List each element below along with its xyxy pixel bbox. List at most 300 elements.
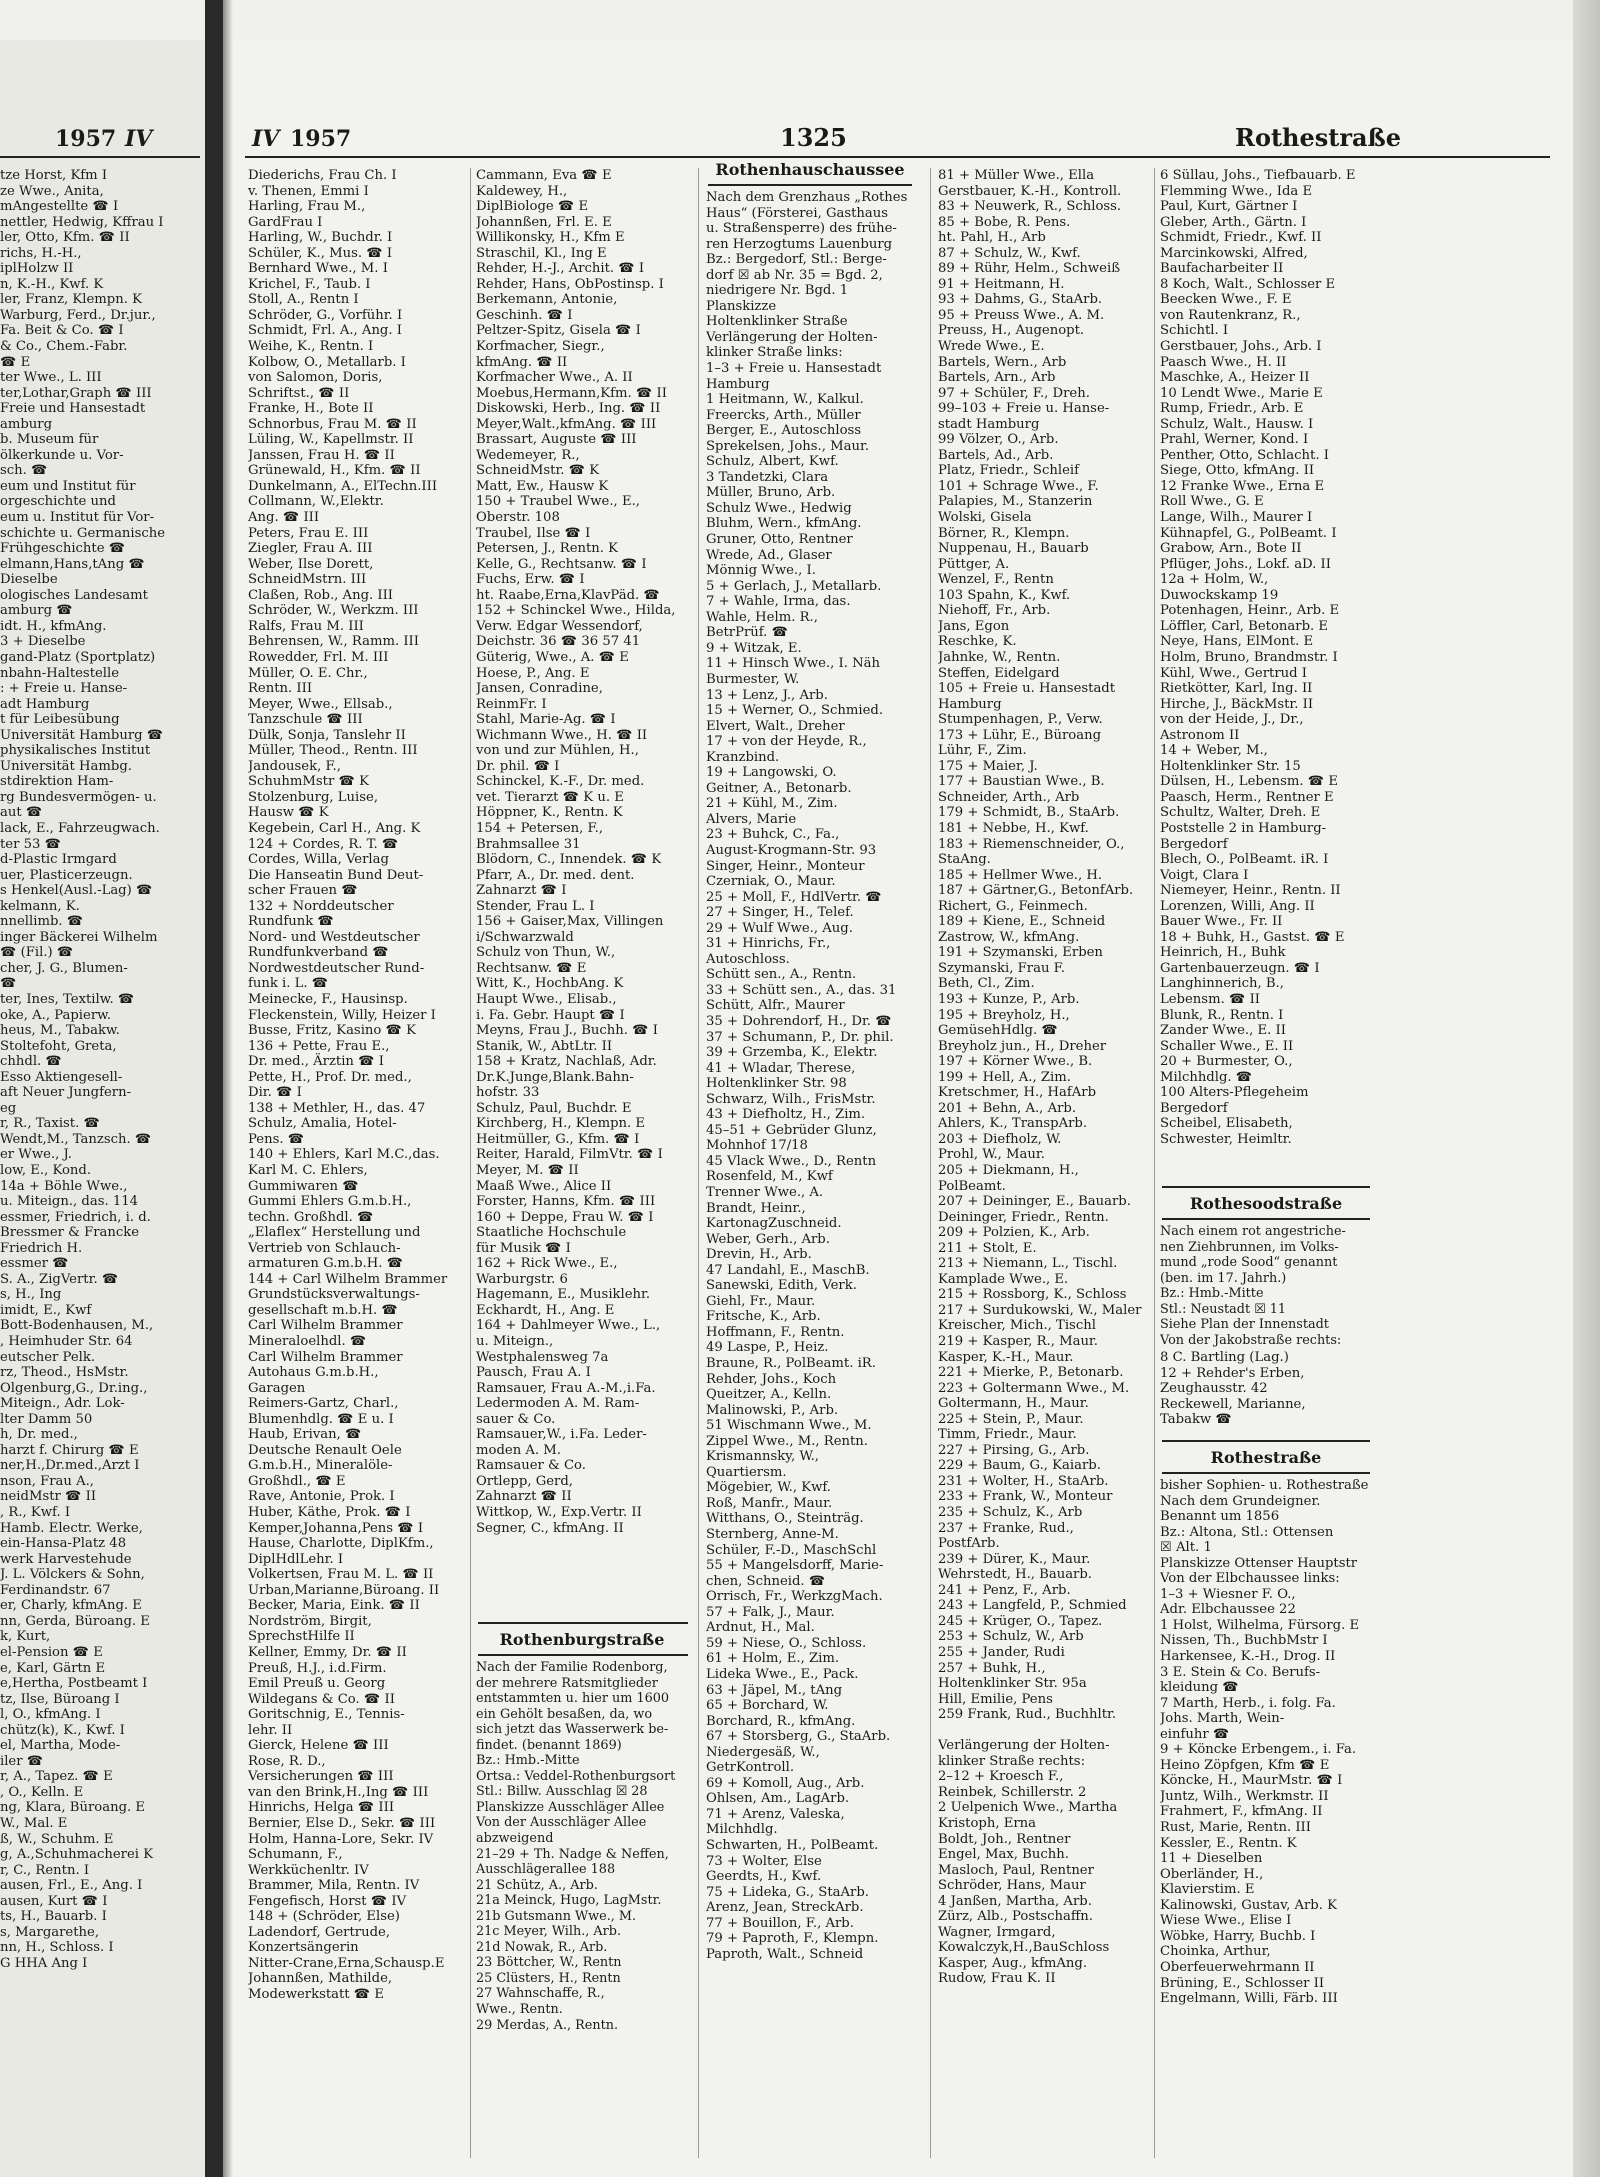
directory-entry-line: Oberländer, H., <box>1160 1866 1264 1882</box>
directory-entry-line: Holtenklinker Str. 95a <box>938 1676 1087 1692</box>
directory-entry-line: Carl Wilhelm Brammer <box>248 1318 403 1334</box>
directory-entry-line: 77 + Bouillon, F., Arb. <box>706 1915 854 1931</box>
directory-entry-line: Zürz, Alb., Postschaffn. <box>938 1909 1093 1925</box>
directory-entry-line: nn, H., Schloss. I <box>0 1940 114 1956</box>
directory-entry-line: Börner, R., Klempn. <box>938 525 1070 541</box>
directory-entry-line: 12a + Holm, W., <box>1160 572 1269 588</box>
column-separator <box>1154 168 1155 2158</box>
directory-entry-line: i/Schwarzwald <box>476 929 574 945</box>
directory-entry-line: Wildegans & Co. ☎ II <box>248 1691 395 1707</box>
directory-entry-line: chen, Schneid. ☎ <box>706 1573 826 1589</box>
directory-entry-line: ze Wwe., Anita, <box>0 183 104 199</box>
directory-entry-line: Güterig, Wwe., A. ☎ E <box>476 649 629 665</box>
directory-entry-line: Kelle, G., Rechtsanw. ☎ I <box>476 556 647 572</box>
directory-entry-line: Witt, K., HochbAng. K <box>476 976 624 992</box>
directory-entry-line: Reckewell, Marianne, <box>1160 1396 1306 1412</box>
directory-entry-line: Ziegler, Frau A. III <box>248 541 373 557</box>
directory-entry-line: t für Leibesübung <box>0 712 120 728</box>
directory-entry-line: Wenzel, F., Rentn <box>938 572 1054 588</box>
directory-entry-line: Lüling, W., Kapellmstr. II <box>248 432 414 448</box>
directory-entry-line: Preuß, H.J., i.d.Firm. <box>248 1660 387 1676</box>
directory-entry-line: Ausschlägerallee 188 <box>476 1862 616 1878</box>
directory-entry-line: 13 + Lenz, J., Arb. <box>706 687 828 703</box>
directory-entry-line: 37 + Schumann, P., Dr. phil. <box>706 1029 894 1045</box>
directory-entry-line: Geitner, A., Betonarb. <box>706 780 852 796</box>
directory-entry-line: Reinbek, Schillerstr. 2 <box>938 1784 1087 1800</box>
directory-entry-line: essmer, Friedrich, i. d. <box>0 1209 151 1225</box>
directory-entry-line: Meyns, Frau J., Buchh. ☎ I <box>476 1023 659 1039</box>
directory-entry-line: gesellschaft m.b.H. ☎ <box>248 1302 398 1318</box>
directory-entry-line: Kolbow, O., Metallarb. I <box>248 354 406 370</box>
directory-entry-line: Penther, Otto, Schlacht. I <box>1160 447 1329 463</box>
directory-entry-line: Hinrichs, Helga ☎ III <box>248 1800 395 1816</box>
directory-entry-line: Bartels, Ad., Arb. <box>938 447 1054 463</box>
directory-entry-line: Engelmann, Willi, Färb. III <box>1160 1991 1338 2007</box>
directory-entry-line: Cammann, Eva ☎ E <box>476 168 612 183</box>
directory-entry-line: Schneider, Arth., Arb <box>938 789 1080 805</box>
directory-entry-line: Brassart, Auguste ☎ III <box>476 432 637 448</box>
directory-entry-line: Cordes, Willa, Verlag <box>248 852 389 868</box>
directory-entry-line: Versicherungen ☎ III <box>248 1769 394 1785</box>
directory-entry-line: 11 + Hinsch Wwe., I. Näh <box>706 656 880 672</box>
directory-entry-line: Witthans, O., Steinträg. <box>706 1511 864 1527</box>
directory-entry-line: Ramsauer, Frau A.-M.,i.Fa. <box>476 1380 656 1396</box>
directory-entry-line: 81 + Müller Wwe., Ella <box>938 168 1095 183</box>
directory-entry-line: Kalinowski, Gustav, Arb. K <box>1160 1897 1337 1913</box>
directory-entry-line: ter 53 ☎ <box>0 836 61 852</box>
directory-entry-line: Niedergesäß, W., <box>706 1744 820 1760</box>
directory-entry-line: Nach dem Grundeigner. <box>1160 1493 1321 1509</box>
directory-entry-line: 63 + Jäpel, M., tAng <box>706 1682 843 1698</box>
directory-entry-line: Lideka Wwe., E., Pack. <box>706 1666 859 1682</box>
directory-entry-line: Fritsche, K., Arb. <box>706 1309 821 1325</box>
directory-entry-line: Juntz, Wilh., Werkmstr. II <box>1160 1788 1329 1804</box>
directory-entry-line: ologisches Landesamt <box>0 587 148 603</box>
directory-entry-line: 209 + Polzien, K., Arb. <box>938 1225 1090 1241</box>
directory-entry-line: 181 + Nebbe, H., Kwf. <box>938 820 1089 836</box>
directory-entry-line: 136 + Pette, Frau E., <box>248 1038 390 1054</box>
directory-entry-line: Miteign., Adr. Lok- <box>0 1396 125 1412</box>
directory-entry-line: Gierck, Helene ☎ III <box>248 1738 389 1754</box>
directory-entry-line: Holtenklinker Straße <box>706 314 848 330</box>
directory-entry-line: Sternberg, Anne-M. <box>706 1527 839 1543</box>
directory-entry-line: Haupt Wwe., Elisab., <box>476 991 617 1007</box>
directory-entry-line: Kowalczyk,H.,BauSchloss <box>938 1940 1110 1956</box>
directory-entry-line: 255 + Jander, Rudi <box>938 1644 1065 1660</box>
directory-entry-line: Modewerkstatt ☎ E <box>248 1986 385 2002</box>
directory-entry-line: 233 + Frank, W., Monteur <box>938 1489 1113 1505</box>
directory-entry-line: Maschke, A., Heizer II <box>1160 370 1310 386</box>
directory-entry-line: Staatliche Hochschule <box>476 1225 627 1241</box>
directory-entry-line: Die Hanseatin Bund Deut- <box>248 867 424 883</box>
directory-entry-line: Emil Preuß u. Georg <box>248 1676 386 1692</box>
directory-entry-line: neidMstr ☎ II <box>0 1489 97 1505</box>
directory-entry-line: Frahmert, F., kfmAng. II <box>1160 1804 1323 1820</box>
directory-entry-line: Roß, Manfr., Maur. <box>706 1495 833 1511</box>
directory-entry-line: Diederichs, Frau Ch. I <box>248 168 397 183</box>
directory-entry-line: Rietkötter, Karl, Ing. II <box>1160 681 1313 697</box>
directory-entry-line: chhdl. ☎ <box>0 1054 62 1070</box>
directory-entry-line: Franke, H., Bote II <box>248 401 374 417</box>
directory-entry-line: Schnorbus, Frau M. ☎ II <box>248 416 417 432</box>
directory-entry-line: Schulz, Amalia, Hotel- <box>248 1116 397 1132</box>
directory-entry-line: ng, Klara, Büroang. E <box>0 1800 146 1816</box>
directory-entry-line: 85 + Bobe, R. Pens. <box>938 214 1071 230</box>
directory-entry-line: 99–103 + Freie u. Hanse- <box>938 401 1110 417</box>
directory-entry-line: Ang. ☎ III <box>248 510 320 526</box>
directory-entry-line: Masloch, Paul, Rentner <box>938 1862 1094 1878</box>
directory-entry-line: h, Dr. med., <box>0 1427 78 1443</box>
directory-entry-line: 20 + Burmester, O., <box>1160 1054 1293 1070</box>
directory-entry-line: Mögebier, W., Kwf. <box>706 1480 831 1496</box>
directory-entry-line: Nach der Familie Rodenborg, <box>476 1660 668 1675</box>
directory-entry-line: Fa. Beit & Co. ☎ I <box>0 323 124 339</box>
directory-entry-line: stdirektion Ham- <box>0 774 114 790</box>
directory-entry-line: Schröder, W., Werkzm. III <box>248 603 419 619</box>
directory-entry-line: 8 C. Bartling (Lag.) <box>1160 1350 1289 1365</box>
directory-entry-line: Freie und Hansestadt <box>0 401 146 417</box>
directory-entry-line: 35 + Dohrendorf, H., Dr. ☎ <box>706 1013 892 1029</box>
directory-entry-line: 8 Koch, Walt., Schlosser E <box>1160 276 1336 292</box>
directory-entry-line: 101 + Schrage Wwe., F. <box>938 478 1099 494</box>
directory-entry-line: Autoschloss. <box>706 951 790 967</box>
directory-entry-line: entstammten u. hier um 1600 <box>476 1691 670 1707</box>
directory-entry-line: 21 + Kühl, M., Zim. <box>706 796 838 812</box>
directory-entry-line: ß, W., Schuhm. E <box>0 1831 114 1847</box>
directory-entry-line: ☎ (Fil.) ☎ <box>0 945 74 961</box>
directory-entry-line: el-Pension ☎ E <box>0 1644 103 1660</box>
directory-entry-line: Elvert, Walt., Dreher <box>706 718 845 734</box>
directory-entry-line: ein-Hansa-Platz 48 <box>0 1536 127 1552</box>
directory-entry-line: Pens. ☎ <box>248 1131 305 1147</box>
directory-entry-line: Oberstr. 108 <box>476 510 560 526</box>
directory-entry-line: 1 Heitmann, W., Kalkul. <box>706 392 864 408</box>
directory-entry-line: Wagner, Irmgard, <box>938 1924 1056 1940</box>
directory-entry-line: Busse, Fritz, Kasino ☎ K <box>248 1023 417 1039</box>
directory-entry-line: Palapies, M., Stanzerin <box>938 494 1093 510</box>
directory-entry-line: sich jetzt das Wasserwerk be- <box>476 1722 669 1738</box>
directory-entry-line: SchneidMstrn. III <box>248 572 367 588</box>
directory-entry-line: Nitter-Crane,Erna,Schausp.E <box>248 1955 445 1971</box>
directory-entry-line: 257 + Buhk, H., <box>938 1660 1046 1676</box>
directory-entry-line: Kamplade Wwe., E. <box>938 1271 1069 1287</box>
directory-entry-line: Heinrich, H., Buhk <box>1160 945 1286 961</box>
directory-entry-line: tze Horst, Kfm I <box>0 168 108 183</box>
directory-entry-line: tz, Ilse, Büroang I <box>0 1691 120 1707</box>
directory-entry-line: Drevin, H., Arb. <box>706 1247 812 1263</box>
directory-entry-line: v. Thenen, Emmi I <box>248 183 369 199</box>
directory-entry-line: rz, Theod., HsMstr. <box>0 1365 129 1381</box>
directory-entry-line: 3 E. Stein & Co. Berufs- <box>1160 1664 1321 1680</box>
directory-entry-line: 51 Wischmann Wwe., M. <box>706 1418 872 1434</box>
directory-entry-line: DiplBiologe ☎ E <box>476 199 589 215</box>
directory-entry-line: idt. H., kfmAng. <box>0 618 107 634</box>
rothestrasse-section <box>1160 1478 1372 2007</box>
directory-entry-line: Willikonsky, H., Kfm E <box>476 230 625 246</box>
directory-entry-line: BetrPrüf. ☎ <box>706 625 788 641</box>
directory-entry-line: Reiter, Harald, FilmVtr. ☎ I <box>476 1147 663 1163</box>
directory-entry-line: Reimers-Gartz, Charl., <box>248 1396 399 1412</box>
directory-entry-line: 2 Uelpenich Wwe., Martha <box>938 1800 1118 1816</box>
directory-entry-line: Verw. Edgar Wessendorf, <box>476 618 643 634</box>
directory-entry-line: Rowedder, Frl. M. III <box>248 649 389 665</box>
directory-entry-line: PolBeamt. <box>938 1178 1006 1194</box>
directory-entry-line: 71 + Arenz, Valeska, <box>706 1806 845 1822</box>
directory-entry-line: ter, Ines, Textilw. ☎ <box>0 991 135 1007</box>
directory-entry-line: gand-Platz (Sportplatz) <box>0 649 156 665</box>
directory-entry-line: Deutsche Renault Oele <box>248 1442 402 1458</box>
directory-entry-line: : + Freie u. Hanse- <box>0 681 128 697</box>
directory-entry-line: Harkensee, K.-H., Drog. II <box>1160 1649 1336 1665</box>
directory-entry-line: Kühl, Wwe., Gertrud I <box>1160 665 1307 681</box>
directory-entry-line: Hoffmann, F., Rentn. <box>706 1324 845 1340</box>
directory-entry-line: Poststelle 2 in Hamburg- <box>1160 820 1327 836</box>
directory-entry-line: Goritschnig, E., Tennis- <box>248 1707 405 1723</box>
rothenburgstrasse-section <box>476 1660 688 2033</box>
directory-entry-line: Wendt,M., Tanzsch. ☎ <box>0 1131 152 1147</box>
column-separator <box>470 168 471 2158</box>
directory-entry-line: 225 + Stein, P., Maur. <box>938 1411 1084 1427</box>
directory-entry-line: Giehl, Fr., Maur. <box>706 1293 816 1309</box>
directory-entry-line: Bernier, Else D., Sekr. ☎ III <box>248 1815 436 1831</box>
directory-entry-line: Olgenburg,G., Dr.ing., <box>0 1380 148 1396</box>
directory-entry-line: 148 + (Schröder, Else) <box>248 1909 400 1925</box>
directory-entry-line: Weihe, K., Rentn. I <box>248 339 374 355</box>
directory-entry-line: 197 + Körner Wwe., B. <box>938 1054 1093 1070</box>
directory-entry-line: funk i. L. ☎ <box>248 976 329 992</box>
directory-entry-line: Preuss, H., Augenopt. <box>938 323 1085 339</box>
directory-entry-line: 67 + Storsberg, G., StaArb. <box>706 1729 891 1745</box>
directory-entry-line: Astronom II <box>1160 727 1240 743</box>
directory-entry-line: Schröder, Hans, Maur <box>938 1878 1086 1894</box>
directory-entry-line: Gleber, Arth., Gärtn. I <box>1160 214 1307 230</box>
directory-entry-line: 183 + Riemenschneider, O., <box>938 836 1125 852</box>
directory-entry-line: J. L. Völckers & Sohn, <box>0 1567 145 1583</box>
directory-entry-line: Westphalensweg 7a <box>476 1349 609 1365</box>
directory-entry-line: Holtenklinker Str. 15 <box>1160 758 1301 774</box>
directory-entry-line: 229 + Baum, G., Kaiarb. <box>938 1458 1101 1474</box>
directory-entry-line: Haub, Erivan, ☎ <box>248 1427 362 1443</box>
rothesoodstrasse-entries <box>1160 1350 1372 1428</box>
directory-entry-line: Brahmsallee 31 <box>476 836 581 852</box>
directory-entry-line: 140 + Ehlers, Karl M.C.,das. <box>248 1147 440 1163</box>
page-edge <box>1573 0 1600 2177</box>
directory-entry-line: 12 + Rehder's Erben, <box>1160 1365 1305 1381</box>
directory-entry-line: Lebensm. ☎ II <box>1160 991 1260 1007</box>
directory-entry-line: Urban,Marianne,Büroang. II <box>248 1582 440 1598</box>
directory-entry-line: Volkertsen, Frau M. L. ☎ II <box>248 1567 434 1583</box>
directory-entry-line: Geschinh. ☎ I <box>476 307 573 323</box>
directory-entry-line: Haus“ (Försterei, Gasthaus <box>706 205 889 221</box>
directory-entry-line: Universität Hamburg ☎ <box>0 727 164 743</box>
directory-entry-line: 29 + Wulf Wwe., Aug. <box>706 920 853 936</box>
directory-entry-line: Paproth, Walt., Schneid <box>706 1946 864 1962</box>
directory-entry-line: Paul, Kurt, Gärtner I <box>1160 199 1298 215</box>
directory-entry-line: Niemeyer, Heinr., Rentn. II <box>1160 883 1341 899</box>
directory-entry-line: Harling, Frau M., <box>248 199 366 215</box>
directory-entry-line: 241 + Penz, F., Arb. <box>938 1582 1071 1598</box>
street-section-rule <box>1162 1218 1370 1220</box>
directory-entry-line: 235 + Schulz, K., Arb <box>938 1505 1083 1521</box>
directory-entry-line: aft Neuer Jungfern- <box>0 1085 132 1101</box>
directory-entry-line: Geerdts, H., Kwf. <box>706 1869 822 1885</box>
directory-entry-line: Bz.: Hmb.-Mitte <box>476 1753 580 1769</box>
directory-entry-line: , O., Kelln. E <box>0 1784 84 1800</box>
directory-entry-line: , R., Kwf. I <box>0 1505 71 1521</box>
directory-entry-line: Püttger, A. <box>938 556 1010 572</box>
directory-entry-line: Pfarr, A., Dr. med. dent. <box>476 867 635 883</box>
directory-entry-line: Klavierstim. E <box>1160 1882 1255 1898</box>
directory-entry-line: Werkküchenltr. IV <box>248 1862 369 1878</box>
directory-entry-line: Lange, Wilh., Maurer I <box>1160 510 1313 526</box>
directory-entry-line: Konzertsängerin <box>248 1940 359 1956</box>
directory-entry-line: 103 Spahn, K., Kwf. <box>938 587 1071 603</box>
directory-entry-line: 5 + Gerlach, J., Metallarb. <box>706 578 882 594</box>
directory-entry-line: Kessler, E., Rentn. K <box>1160 1835 1297 1851</box>
directory-entry-line: Straschil, Kl., Ing E <box>476 245 607 261</box>
directory-entry-line: Schinckel, K.-F., Dr. med. <box>476 774 645 790</box>
directory-entry-line: Roll Wwe., G. E <box>1160 494 1264 510</box>
directory-entry-line: 177 + Baustian Wwe., B. <box>938 774 1105 790</box>
directory-entry-line: r, R., Taxist. ☎ <box>0 1116 100 1132</box>
directory-entry-line: Rundfunk ☎ <box>248 914 334 930</box>
directory-entry-line: armaturen G.m.b.H. ☎ <box>248 1256 404 1272</box>
directory-entry-line: DiplHdlLehr. I <box>248 1551 344 1567</box>
directory-entry-line: Fengefisch, Horst ☎ IV <box>248 1893 407 1909</box>
directory-entry-line: Hill, Emilie, Pens <box>938 1691 1053 1707</box>
directory-entry-line: Planskizze Ottenser Hauptstr <box>1160 1555 1358 1571</box>
directory-entry-line: Kühnapfel, G., PolBeamt. I <box>1160 525 1337 541</box>
directory-entry-line: 7 Marth, Herb., i. folg. Fa. <box>1160 1695 1336 1711</box>
directory-entry-line: Ferdinandstr. 67 <box>0 1582 111 1598</box>
directory-entry-line: lehr. II <box>248 1722 293 1738</box>
directory-entry-line: Schütt, Alfr., Maurer <box>706 998 845 1014</box>
directory-entry-line: Ardnut, H., Mal. <box>706 1620 815 1636</box>
directory-entry-line: Bressmer & Francke <box>0 1225 140 1241</box>
directory-entry-line: eum u. Institut für Vor- <box>0 510 155 526</box>
directory-entry-line: Meinecke, F., Hausinsp. <box>248 991 408 1007</box>
directory-entry-line: scher Frauen ☎ <box>248 883 358 899</box>
directory-entry-line: Schulz, Walt., Hausw. I <box>1160 416 1314 432</box>
directory-entry-line: amburg <box>0 416 53 432</box>
right-page-volume: IV <box>252 126 280 152</box>
directory-entry-line: sch. ☎ <box>0 463 48 479</box>
directory-entry-line: low, E., Kond. <box>0 1163 92 1178</box>
directory-entry-line: 75 + Lideka, G., StaArb. <box>706 1884 869 1900</box>
directory-entry-line: Planskizze <box>706 298 777 314</box>
directory-entry-line: Rudow, Frau K. II <box>938 1971 1056 1987</box>
directory-entry-line: 9 + Witzak, E. <box>706 640 802 656</box>
directory-entry-line: 3 + Dieselbe <box>0 634 86 650</box>
directory-entry-line: physikalisches Institut <box>0 743 151 759</box>
directory-entry-line: Potenhagen, Heinr., Arb. E <box>1160 603 1340 619</box>
directory-entry-line: Flemming Wwe., Ida E <box>1160 183 1313 199</box>
directory-entry-line: Baufacharbeiter II <box>1160 261 1284 277</box>
street-section-rule <box>478 1654 688 1656</box>
directory-entry-line: Krichel, F., Taub. I <box>248 276 371 292</box>
book-gutter <box>205 0 223 2177</box>
directory-entry-line: Niehoff, Fr., Arb. <box>938 603 1051 619</box>
directory-entry-line: Richert, G., Feinmech. <box>938 898 1088 914</box>
directory-entry-line: aut ☎ <box>0 805 43 821</box>
directory-entry-line: u. Miteign., <box>476 1334 554 1350</box>
directory-entry-line: Ahlers, K., TranspArb. <box>938 1116 1088 1132</box>
directory-entry-line: Kreischer, Mich., Tischl <box>938 1318 1096 1334</box>
directory-entry-line: nn, Gerda, Büroang. E <box>0 1613 150 1629</box>
directory-entry-line: SchneidMstr. ☎ K <box>476 463 600 479</box>
directory-entry-line: Sanewski, Edith, Verk. <box>706 1278 857 1294</box>
directory-entry-line: & Co., Chem.-Fabr. <box>0 339 128 355</box>
directory-entry-line: 31 + Hinrichs, Fr., <box>706 936 831 952</box>
directory-entry-line: 105 + Freie u. Hansestadt <box>938 681 1116 697</box>
directory-entry-line: Stender, Frau L. I <box>476 898 595 914</box>
directory-entry-line: Zeughausstr. 42 <box>1160 1381 1268 1397</box>
directory-entry-line: klinker Straße rechts: <box>938 1753 1086 1769</box>
directory-entry-line: 144 + Carl Wilhelm Brammer <box>248 1271 448 1287</box>
directory-entry-line: 95 + Preuss Wwe., A. M. <box>938 307 1105 323</box>
directory-entry-line: 199 + Hell, A., Zim. <box>938 1069 1071 1085</box>
directory-entry-line: ren Herzogtums Lauenburg <box>706 236 893 252</box>
directory-entry-line: Kasper, Aug., kfmAng. <box>938 1955 1088 1971</box>
directory-entry-line: Kasper, K.-H., Maur. <box>938 1349 1074 1365</box>
directory-entry-line: 21a Meinck, Hugo, LagMstr. <box>476 1893 662 1909</box>
directory-entry-line: Stolzenburg, Luise, <box>248 789 379 805</box>
directory-entry-line: Mineraloelhdl. ☎ <box>248 1334 367 1350</box>
directory-entry-line: kelmann, K. <box>0 898 80 914</box>
directory-entry-line: Grünewald, H., Kfm. ☎ II <box>248 463 421 479</box>
directory-entry-line: August-Krogmann-Str. 93 <box>706 842 877 858</box>
column-separator <box>930 168 931 2158</box>
directory-entry-line: Prohl, W., Maur. <box>938 1147 1045 1163</box>
directory-entry-line: 27 Wahnschaffe, R., <box>476 1986 605 2002</box>
right-page-year: 1957 <box>290 126 352 152</box>
directory-entry-line: 7 + Wahle, Irma, das. <box>706 594 851 610</box>
directory-entry-line: r, C., Rentn. I <box>0 1862 90 1878</box>
directory-entry-line: orgeschichte und <box>0 494 116 510</box>
directory-entry-line: Marcinkowski, Alfred, <box>1160 245 1308 261</box>
directory-entry-line: 175 + Maier, J. <box>938 758 1038 774</box>
directory-entry-line: Segner, C., kfmAng. II <box>476 1520 624 1536</box>
street-heading-rothenhauschaussee: Rothenhauschaussee <box>715 160 905 179</box>
directory-entry-line: Rehder, Hans, ObPostinsp. I <box>476 276 664 292</box>
directory-entry-line: Huber, Käthe, Prok. ☎ I <box>248 1505 411 1521</box>
street-section-rule <box>478 1622 688 1624</box>
directory-entry-line: Stoltefoht, Greta, <box>0 1038 117 1054</box>
running-title: Rothestraße <box>1235 123 1402 152</box>
directory-entry-line: Schwarten, H., PolBeamt. <box>706 1837 879 1853</box>
directory-entry-line: ReinmFr. I <box>476 696 547 712</box>
directory-entry-line: 15 + Werner, O., Schmied. <box>706 703 884 719</box>
directory-entry-line: GetrKontroll. <box>706 1760 795 1776</box>
directory-entry-line: Karl M. C. Ehlers, <box>248 1163 368 1178</box>
directory-entry-line: Schaller Wwe., E. II <box>1160 1038 1294 1054</box>
directory-entry-line: ner,H.,Dr.med.,Arzt I <box>0 1458 140 1474</box>
directory-entry-line: Löffler, Carl, Betonarb. E <box>1160 618 1329 634</box>
directory-entry-line: kfmAng. ☎ II <box>476 354 568 370</box>
directory-entry-line: Lühr, F., Zim. <box>938 743 1027 759</box>
directory-entry-line: Schröder, G., Vorführ. I <box>248 307 403 323</box>
directory-entry-line: 160 + Deppe, Frau W. ☎ I <box>476 1209 654 1225</box>
directory-entry-line: Deininger, Friedr., Rentn. <box>938 1209 1109 1225</box>
directory-entry-line: 217 + Surdukowski, W., Maler <box>938 1302 1142 1318</box>
directory-entry-line: für Musik ☎ I <box>476 1240 571 1256</box>
directory-entry-line: Blunk, R., Rentn. I <box>1160 1007 1284 1023</box>
directory-entry-line: Malinowski, P., Arb. <box>706 1402 839 1418</box>
directory-entry-line: Paasch Wwe., H. II <box>1160 354 1287 370</box>
directory-entry-line: abzweigend <box>476 1831 554 1847</box>
directory-entry-line: Zahnarzt ☎ I <box>476 883 567 899</box>
directory-entry-line: 227 + Pirsing, G., Arb. <box>938 1442 1090 1458</box>
